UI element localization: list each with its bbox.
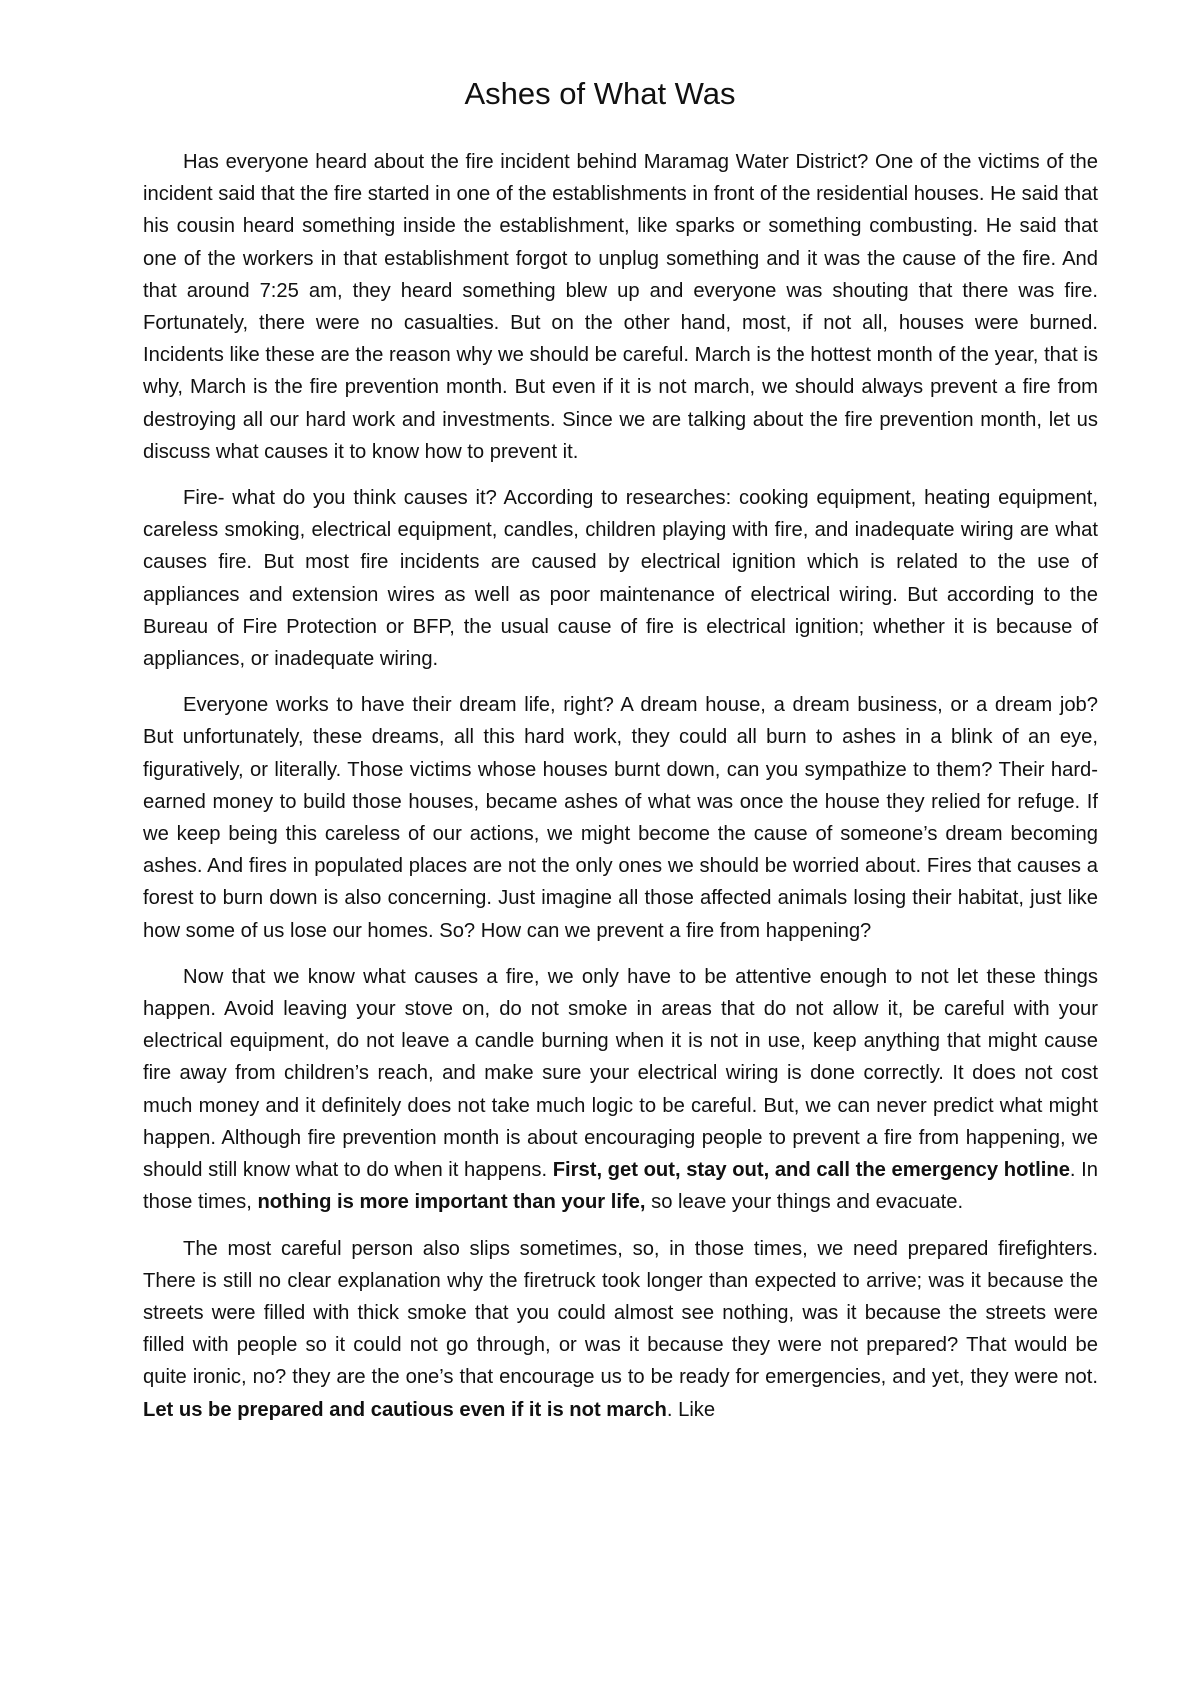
paragraph-5 (143, 1233, 1098, 1426)
paragraph-5-bold-emphasis: Let us be prepared and cautious even if it is not march (143, 1398, 667, 1421)
document-body (143, 146, 1098, 1440)
paragraph-1: Has everyone heard about the fire incident behind Maramag Water District? One of the victims of the incident said that the fire started in one of the establishments in front of the residential houses. He said that his cousin heard something inside the establishment, like sparks or something combusting. He said that one of the workers in that establishment forgot to unplug something and it was the cause of the fire. And that around 7:25 am, they heard something blew up and everyone was shouting that there was fire. Fortunately, there were no casualties. But on the other hand, most, if not all, houses were burned. Incidents like these are the reason why we should be careful. March is the hottest month of the year, that is why, March is the fire prevention month. But even if it is not march, we should always prevent a fire from destroying all our hard work and investments. Since we are talking about the fire prevention month, let us discuss what causes it to know how to prevent it. (143, 151, 1098, 463)
paragraph-4-bold-emphasis: nothing is more important than your life, (257, 1191, 646, 1214)
paragraph-5-intro: The most careful person also slips sometimes, so, in those times, we need prepared firefighters. There is still no clear explanation why the firetruck took longer than expected to arrive; was it because the streets were filled with thick smoke that you could almost see nothing, was it because the streets were filled with people so it could not go through, or was it because they were not prepared? That would be quite ironic, no? they are the one’s that encourage us to be ready for emergencies, and yet, they were not. (143, 1237, 1098, 1389)
paragraph-4-bold-instruction: First, get out, stay out, and call the emergency hotline (552, 1159, 1070, 1182)
paragraph-5-end: . Like (666, 1398, 716, 1421)
document-title: Ashes of What Was (464, 76, 736, 111)
paragraph-4 (143, 961, 1098, 1219)
paragraph-4-mid: . In those times, (143, 1159, 1098, 1214)
paragraph-3: Everyone works to have their dream life, right? A dream house, a dream business, or a dream job? But unfortunately, these dreams, all this hard work, they could all burn to ashes in a blink of an eye, figuratively, or literally. Those victims whose houses burnt down, can you sympathize to them? Their hard-earned money to build those houses, became ashes of what was once the house they relied for refuge. If we keep being this careless of our actions, we might become the cause of someone’s dream becoming ashes. And fires in populated places are not the only ones we should be worried about. Fires that causes a forest to burn down is also concerning. Just imagine all those affected animals losing their habitat, just like how some of us lose our homes. So? How can we prevent a fire from happening? (143, 694, 1098, 942)
paragraph-4-intro: Now that we know what causes a fire, we only have to be attentive enough to not let these things happen. Avoid leaving your stove on, do not smoke in areas that do not allow it, be careful with your electrical equipment, do not leave a candle burning when it is not in use, keep anything that might cause fire away from children’s reach, and make sure your electrical wiring is done correctly. It does not cost much money and it definitely does not take much logic to be careful. But, we can never predict what might happen. Although fire prevention month is about encouraging people to prevent a fire from happening, we should still know what to do when it happens. (143, 965, 1098, 1182)
paragraph-4-end: so leave your things and evacuate. (645, 1191, 964, 1214)
paragraph-2: Fire- what do you think causes it? According to researches: cooking equipment, heating equipment, careless smoking, electrical equipment, candles, children playing with fire, and inadequate wiring are what causes fire. But most fire incidents are caused by electrical ignition which is related to the use of appliances and extension wires as well as poor maintenance of electrical wiring. But according to the Bureau of Fire Protection or BFP, the usual cause of fire is electrical ignition; whether it is because of appliances, or inadequate wiring. (143, 487, 1098, 671)
